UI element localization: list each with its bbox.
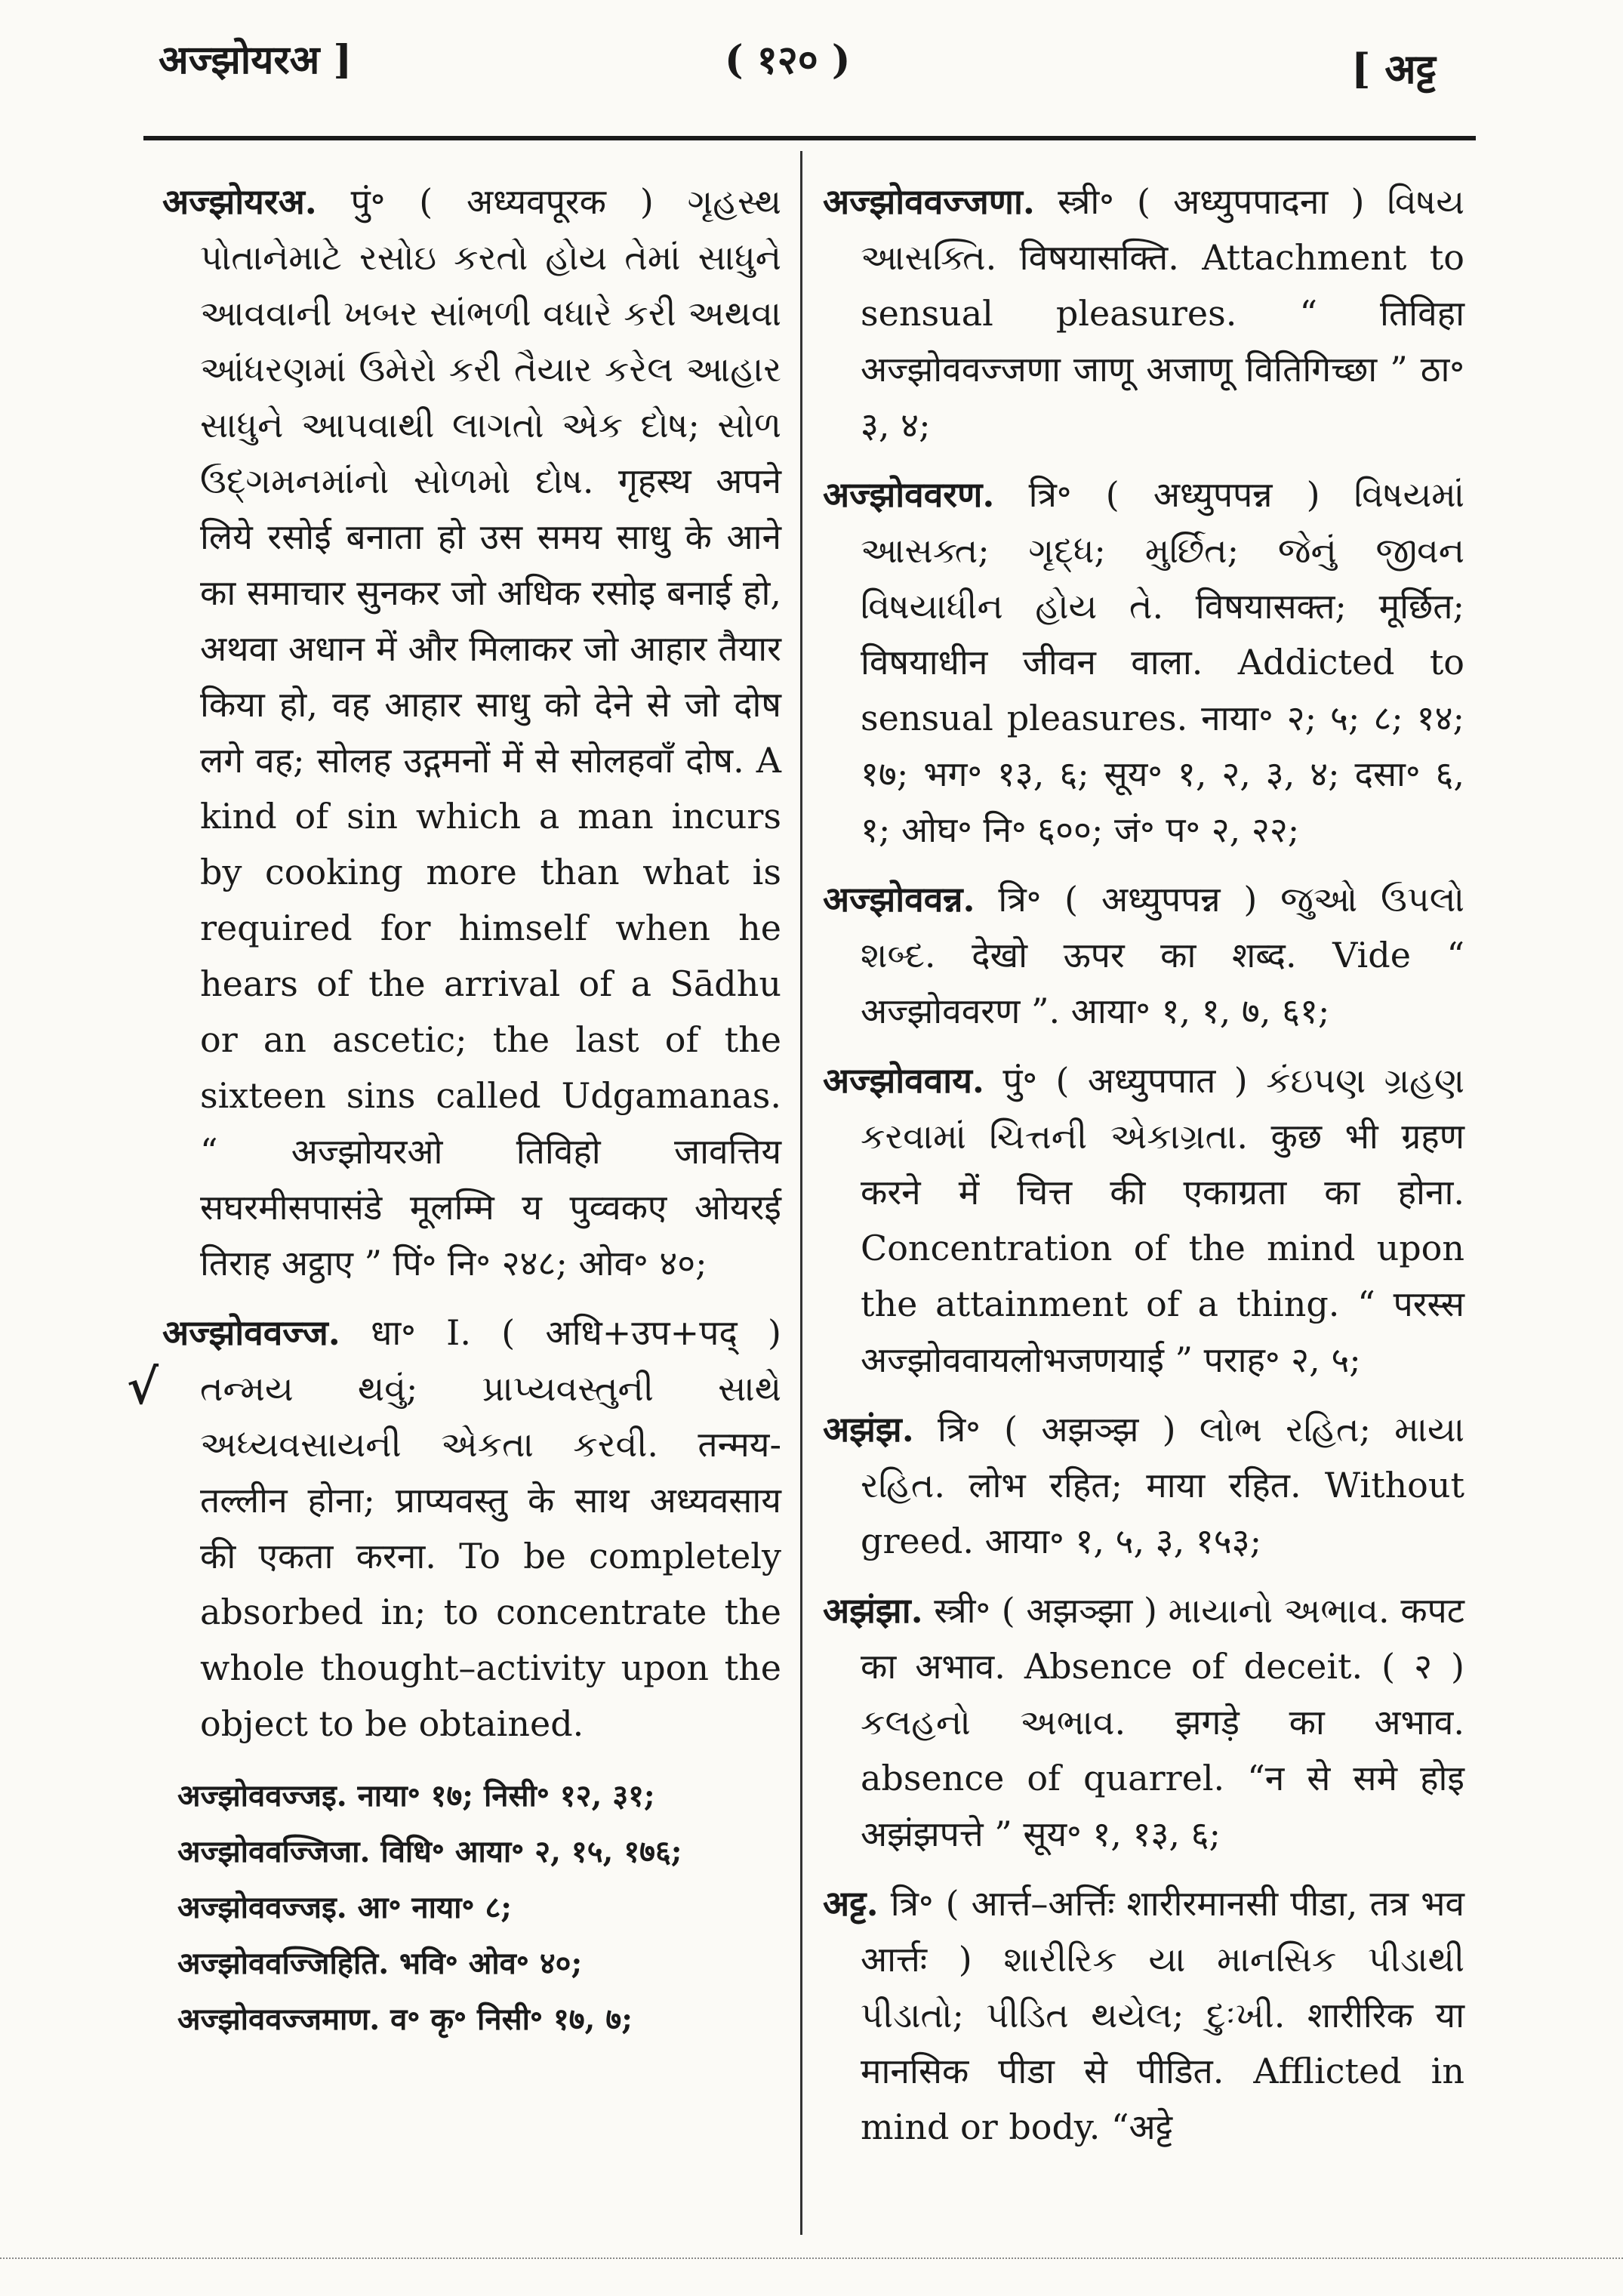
derivative-form: अज्झोववज्जिजा. विधि॰ आया॰ २, १५, १७६; <box>177 1834 682 1869</box>
left-column <box>162 174 781 2048</box>
derivative-form: अज्झोववज्जमाण. व॰ कृ॰ निसी॰ १७, ७; <box>177 2002 633 2037</box>
dictionary-entry <box>823 1052 1464 1388</box>
entry-grammar: पुं॰ ( अध्यवपूरक ) <box>350 181 654 222</box>
entry-headword: अझंझ. <box>823 1409 914 1450</box>
dictionary-entry <box>823 871 1464 1039</box>
dictionary-entry <box>162 174 781 1291</box>
derivative-form: अज्झोववज्जइ. नाया॰ १७; निसी॰ १२, ३१; <box>177 1778 655 1814</box>
entry-headword: अज्झोयरअ. <box>162 181 317 222</box>
entry-headword: अझंझा. <box>823 1590 923 1631</box>
column-divider <box>800 151 802 2235</box>
entry-headword: अट्ट. <box>823 1883 879 1924</box>
entry-headword: अज्झोववज्ज. <box>162 1312 340 1353</box>
entry-grammar: त्रि॰ ( अध्युपपन्न ) <box>998 879 1258 920</box>
entry-headword: अज्झोववरण. <box>823 474 995 515</box>
entry-grammar: त्रि॰ ( अध्युपपन्न ) <box>1028 474 1320 515</box>
dictionary-entry <box>162 1305 781 1752</box>
dictionary-entry <box>823 1401 1464 1569</box>
entry-grammar: पुं॰ ( अध्युपपात ) <box>1002 1060 1248 1101</box>
derivative-forms <box>162 1768 781 2048</box>
entry-grammar: त्रि॰ ( अझञ्झ ) <box>937 1409 1176 1450</box>
entry-definition: વિષય આસક્તિ. विषयासक्ति. Attachment to sensual pleasures. “ तिविहा अज्झोववज्जणा जाणू अजाणू वितिगिच्छा ” ठा॰ ३, ४; <box>861 181 1465 445</box>
running-head-left: अज्झोयरअ ] <box>159 37 353 83</box>
entry-definition: કંઇપણ ગ્રહણ કરવામાં ચિત્તની એકાગ્રતા. कुछ भी ग्रहण करने में चित्त की एकाग्रता का होना. Concentration of the mind upon the attainment of a thing. “ परस्स अज्झोववायलोभजणयाई ” पराह॰ २, ५; <box>861 1060 1464 1380</box>
entry-headword: अज्झोववन्न. <box>823 879 975 920</box>
entry-definition: જુઓ ઉપલો શબ્દ. देखो ऊपर का शब्द. Vide “ अज्झोववरण ”. आया॰ १, १, ७, ६१; <box>861 879 1465 1031</box>
dictionary-entry <box>823 1583 1464 1862</box>
entry-grammar: स्त्री॰ ( अध्युपपादना ) <box>1058 181 1365 222</box>
entry-definition: ગૃહસ્થ પોતાનેમાટે રસોઇ કરતો હોય તેમાં સાધુને આવવાની ખબર સાંભળી વધારે કરી અથવા આંધરણમાં ઉમેરો કરી તૈયાર કરેલ આહાર સાધુને આપવાથી લાગતો એક દોષ; સોળ ઉદ્ગમનમાંનો સોળમો દોષ. गृहस्थ अपने लिये रसोई बनाता हो उस समय साधु के आने का समाचार सुनकर जो अधिक रसोइ बनाई हो, अथवा अधान में और मिलाकर जो आहार तैयार किया हो, वह आहार साधु को देने से जो दोष लगे वह; सोलह उद्गमनों में से सोलहवाँ दोष. A kind of sin which a man incurs by cooking more than what is required for himself when he hears of the arrival of a Sādhu or an ascetic; the last of the sixteen sins called Udgamanas. “ अज्झोयरओ तिविहो जावत्तिय सघरमीसपासंडे मूलम्मि य पुव्वकए ओयरई तिराह अट्ठाए ” पिं॰ नि॰ २४८; ओव॰ ४०; <box>200 181 782 1284</box>
page-number: ( १२० ) <box>725 37 851 83</box>
entry-definition: તન્મય થવું; પ્રાપ્યવસ્તુની સાથે અધ્યવસાયની એકતા કરવી. तन्मय-तल्लीन होना; प्राप्यवस्तु के साथ अध्यवसाय की एकता करना. To be completely absorbed in; to concentrate the whole thought–activity upon the object to be obtained. <box>200 1368 781 1744</box>
entry-grammar: स्त्री॰ ( अझञ्झा ) <box>934 1590 1157 1631</box>
derivative-form: अज्झोववज्जिहिति. भवि॰ ओव॰ ४०; <box>177 1946 583 1981</box>
entry-definition: લોભ રહિત; માયા રહિત. लोभ रहित; माया रहित. Without greed. आया॰ १, ५, ३, १५३; <box>861 1409 1464 1561</box>
right-column <box>823 174 1464 2168</box>
entry-definition: વિષયમાં આસક્ત; ગૃદ્ધ; મુર્છિત; જેનું જીવન વિષયાધીન હોય તે. विषयासक्त; मूर्छित; विषयाधीन जीवन वाला. Addicted to sensual pleasures. नाया॰ २; ५; ८; १४; १७; भग॰ १३, ६; सूय॰ १, २, ३, ४; दसा॰ ६, १; ओघ॰ नि॰ ६००; जं॰ प॰ २, २२; <box>861 474 1464 850</box>
page-header <box>0 32 1623 100</box>
entry-definition: શારીરિક યા માનસિક પીડાથી પીડાતો; પીડિત થયેલ; દુઃખી. शारीरिक या मानसिक पीडा से पीडित. Afflicted in mind or body. “अट्टे <box>861 1939 1464 2147</box>
dictionary-entry <box>823 174 1464 453</box>
running-head-right: [ अट्ट <box>1351 45 1437 93</box>
dictionary-entry <box>823 467 1464 858</box>
header-rule <box>143 136 1476 140</box>
entry-headword: अज्झोववज्जणा. <box>823 181 1035 222</box>
derivative-form: अज्झोववज्जइ. आ॰ नाया॰ ८; <box>177 1890 513 1925</box>
entry-grammar: त्रि॰ ( आर्त्त–अर्त्तिः शारीरमानसी पीडा, तत्र भव आर्त्तः ) <box>861 1883 1464 1980</box>
entry-definition: માયાનો અભાવ. कपट का अभाव. Absence of deceit. ( २ ) કલહનો અભાવ. झगड़े का अभाव. absence of quarrel. “न से समे होइ अझंझपत्ते ” सूय॰ १, १३, ६; <box>861 1590 1464 1854</box>
margin-check-mark: √ <box>127 1359 159 1416</box>
page-bottom-edge <box>0 2257 1623 2259</box>
entry-headword: अज्झोववाय. <box>823 1060 984 1101</box>
dictionary-entry <box>823 1875 1464 2155</box>
entry-grammar: धा॰ I. ( अधि+उप+पद् ) <box>371 1312 781 1353</box>
